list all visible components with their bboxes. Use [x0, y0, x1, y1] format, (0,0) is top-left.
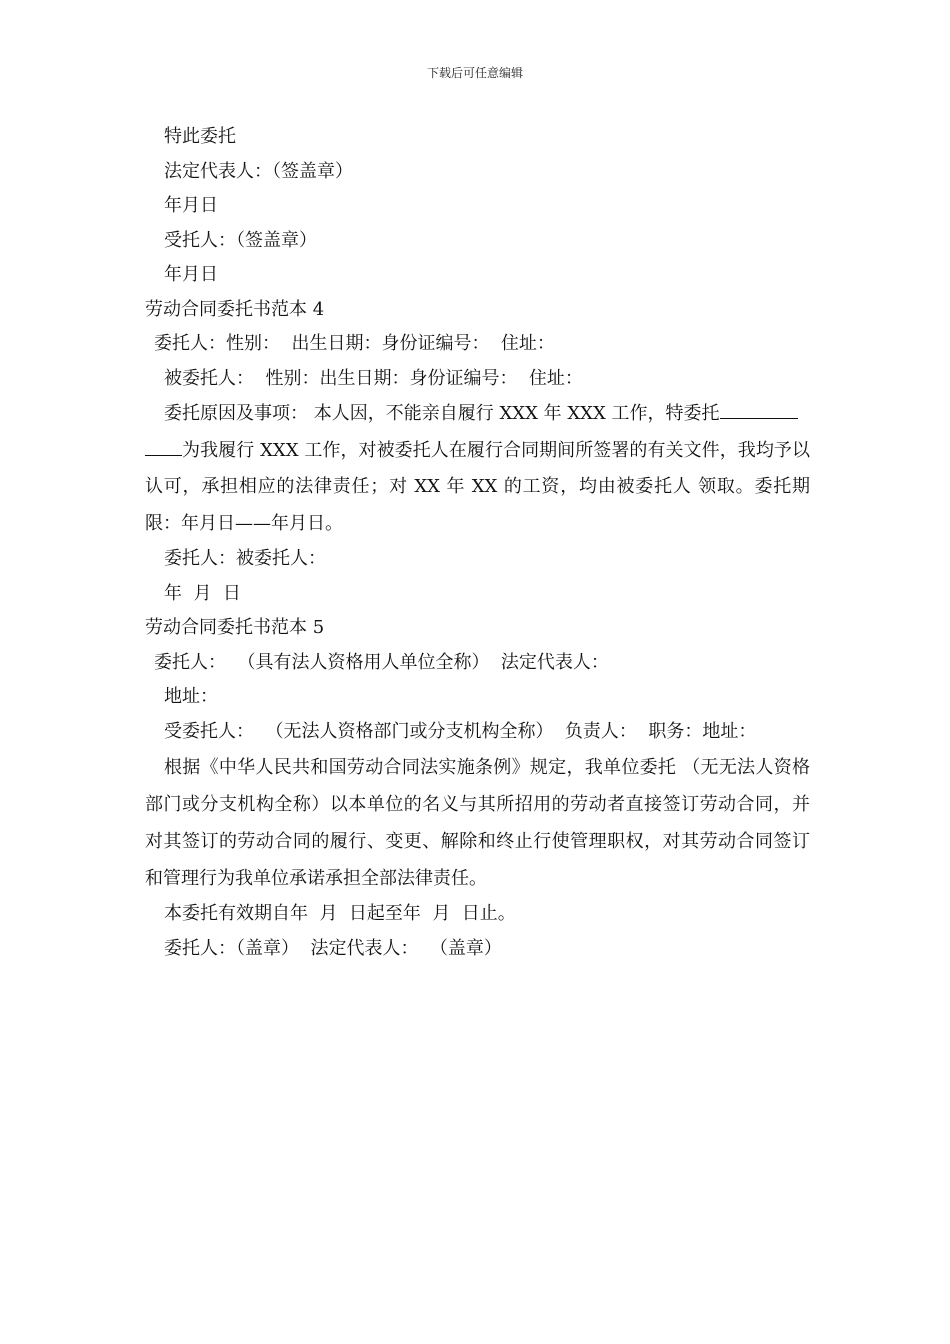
template5-title: 劳动合同委托书范本 5 [145, 617, 325, 638]
template4-signatures: 委托人：被委托人： [164, 548, 326, 569]
reason-part1: 委托原因及事项： 本人因，不能亲自履行 XXX 年 XXX 工作，特委托 [164, 403, 720, 424]
template5-sign: 委托人：（盖章） 法定代表人： （盖章） [164, 937, 502, 959]
template5-entrusted: 受委托人： （无法人资格部门或分支机构全称） 负责人： 职务：地址： [164, 720, 757, 742]
template4-agent: 被委托人： 性别：出生日期：身份证编号： 住址： [164, 367, 583, 389]
document-body [145, 120, 810, 966]
date-line: 年月日 [164, 264, 218, 285]
date-line: 年月日 [164, 195, 218, 216]
signature-blank [145, 441, 182, 456]
page-header: 下载后可任意编辑 [426, 66, 523, 80]
template4-title: 劳动合同委托书范本 4 [145, 298, 325, 320]
signature-blank [720, 404, 798, 419]
reason-part2: 为我履行 XXX 工作，对被委托人在履行合同期间所签署的有关文件，我均予以认可，承担相应的法律责任；对 XX 年 XX 的工资，均由被委托人 领取。委托期限：年月日——年月日。 [145, 439, 810, 534]
template4-principal: 委托人：性别： 出生日期：身份证编号： 住址： [154, 333, 555, 354]
template5-principal: 委托人： （具有法人资格用人单位全称） 法定代表人： [154, 651, 609, 673]
template4-date: 年 月 日 [164, 582, 241, 604]
closing-text: 特此委托 [164, 126, 236, 147]
template5-body: 根据《中华人民共和国劳动合同法实施条例》规定，我单位委托 （无无法人资格部门或分支机构全称）以本单位的名义与其所招用的劳动者直接签订劳动合同，并对其签订的劳动合同的履行、变更、解除和终止行使管理职权，对其劳动合同签订和管理行为我单位承诺承担全部法律责任。 [145, 757, 810, 889]
legal-rep-signature: 法定代表人：（签盖章） [164, 160, 353, 182]
template5-address: 地址： [164, 686, 218, 707]
template5-validity: 本委托有效期自年 月 日起至年 月 日止。 [164, 903, 516, 924]
template4-reason [145, 396, 810, 542]
trustee-signature: 受托人：（签盖章） [164, 229, 317, 251]
